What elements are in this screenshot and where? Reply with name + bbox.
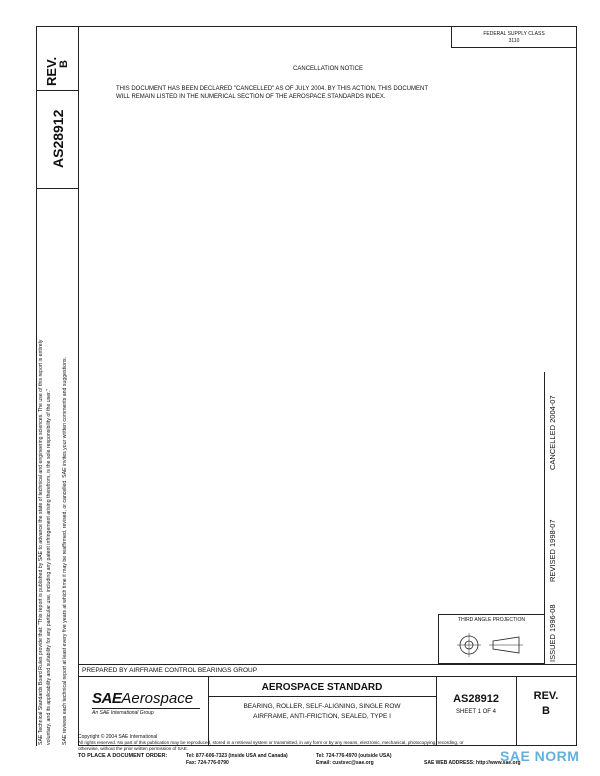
side-rev-value: B bbox=[58, 60, 70, 68]
logo-aerospace: Aerospace bbox=[121, 690, 194, 707]
projection-label: THIRD ANGLE PROJECTION bbox=[458, 617, 525, 623]
desc-line-1: BEARING, ROLLER, SELF-ALIGNING, SINGLE ROW bbox=[243, 703, 401, 710]
title-block-h1 bbox=[208, 696, 436, 697]
order-label: TO PLACE A DOCUMENT ORDER: bbox=[78, 753, 168, 759]
sheet-number: SHEET 1 OF 4 bbox=[456, 709, 496, 715]
left-strip-sep-1 bbox=[36, 90, 78, 91]
date-issued: ISSUED 1996-08 bbox=[548, 604, 557, 662]
fsc-box bbox=[451, 26, 577, 48]
projection-box bbox=[438, 614, 545, 664]
desc-line-2: AIRFRAME, ANTI-FRICTION, SEALED, TYPE I bbox=[253, 713, 391, 720]
legal-line-3: SAE reviews each technical report at least every five years at which time it may be reaffirmed, revised, or cancelled. SAE invites your written comments and suggestions. bbox=[62, 357, 68, 745]
logo-underline bbox=[92, 708, 200, 709]
tel-inside: Tel: 877-606-7323 (inside USA and Canada) bbox=[186, 753, 288, 759]
notice-line-1: THIS DOCUMENT HAS BEEN DECLARED "CANCELLED" AS OF JULY 2004. BY THIS ACTION, THIS DOCUMENT bbox=[116, 86, 428, 92]
logo-sae: SAE bbox=[92, 690, 122, 707]
doc-number: AS28912 bbox=[453, 693, 499, 705]
fax: Fax: 724-776-0790 bbox=[186, 760, 229, 766]
fsc-label: FEDERAL SUPPLY CLASS bbox=[483, 31, 545, 37]
standard-title: AEROSPACE STANDARD bbox=[261, 682, 383, 693]
date-cancelled: CANCELLED 2004-07 bbox=[548, 395, 557, 470]
email: Email: custsvc@sae.org bbox=[316, 760, 374, 766]
title-block-top bbox=[78, 676, 577, 677]
prepared-sep-top bbox=[78, 664, 577, 665]
logo-subtitle: An SAE International Group bbox=[92, 710, 154, 716]
rights-line: All rights reserved. No part of this publication may be reproduced, stored in a retrieval system or transmitted, in any form or by any means, electronic, mechanical, photocopying, recording, or bbox=[78, 740, 464, 745]
rights-line-2: otherwise, without the prior written permission of SAE. bbox=[78, 746, 189, 751]
sae-aerospace-logo bbox=[92, 690, 193, 708]
notice-line-2: WILL REMAIN LISTED IN THE NUMERICAL SECTION OF THE AEROSPACE STANDARDS INDEX. bbox=[116, 94, 386, 100]
fsc-value: 3110 bbox=[508, 38, 520, 44]
legal-line-2: voluntary, and its applicability and suitability for any particular use, including any patent infringement arising therefrom, is the sole responsibility of the user." bbox=[46, 389, 52, 745]
left-strip-sep-2 bbox=[36, 188, 78, 189]
rev-value: B bbox=[542, 705, 550, 717]
prepared-by: PREPARED BY AIRFRAME CONTROL BEARINGS GROUP bbox=[82, 667, 258, 674]
web-address: SAE WEB ADDRESS: http://www.sae.org bbox=[424, 760, 521, 766]
left-strip-divider bbox=[78, 26, 79, 746]
date-revised: REVISED 1998-07 bbox=[548, 519, 557, 582]
legal-line-1: SAE Technical Standards Board Rules provide that: "This report is published by SAE to advance the state of technical and engineering sciences. The use of this report is entirely bbox=[38, 339, 44, 745]
notice-title: CANCELLATION NOTICE bbox=[293, 66, 363, 72]
border-right bbox=[576, 26, 577, 746]
border-left bbox=[36, 26, 37, 746]
projection-symbol-icon bbox=[449, 629, 529, 659]
side-doc-number: AS28912 bbox=[50, 109, 66, 168]
rev-label: REV. bbox=[533, 690, 559, 702]
copyright: Copyright © 2004 SAE International bbox=[78, 734, 158, 740]
watermark: SAE NORM bbox=[500, 748, 580, 764]
side-rev-label: REV. bbox=[44, 56, 59, 86]
tel-outside: Tel: 724-776-4970 (outside USA) bbox=[316, 753, 392, 759]
